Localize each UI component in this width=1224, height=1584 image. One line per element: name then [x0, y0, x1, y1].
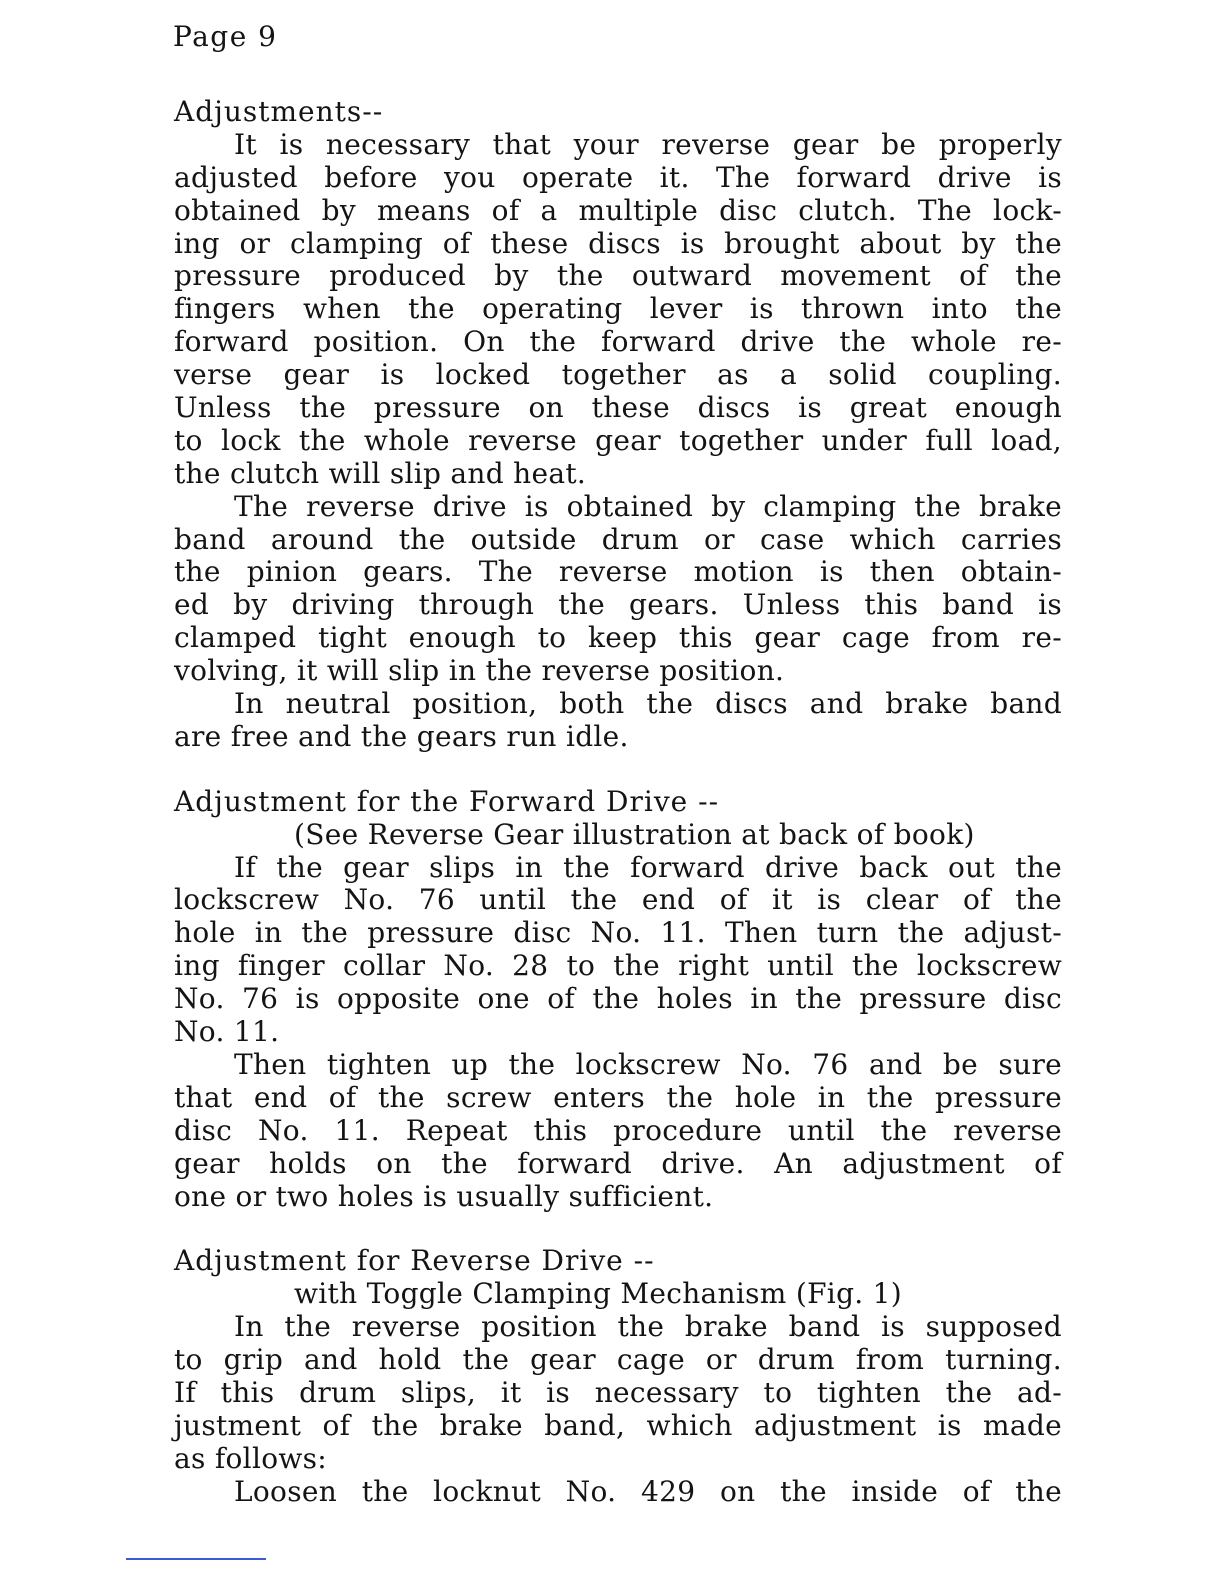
- section-adjustments: [174, 96, 1062, 754]
- text-line: Unless the pressure on these discs is great enough: [174, 391, 1062, 425]
- text-line: clamped tight enough to keep this gear cage from re-: [174, 621, 1062, 655]
- document-body: [174, 96, 1062, 1509]
- section-subheading: with Toggle Clamping Mechanism (Fig. 1): [294, 1277, 903, 1311]
- paragraph: [174, 1049, 1062, 1213]
- text-line: are free and the gears run idle.: [174, 719, 629, 753]
- section-reverse-drive: [174, 1245, 1062, 1508]
- paragraph: [174, 852, 1062, 1049]
- footnote-divider: [126, 1558, 266, 1560]
- text-line: the clutch will slip and heat.: [174, 456, 587, 490]
- section-spacer: [174, 1213, 1062, 1245]
- text-line: the pinion gears. The reverse motion is then obtain-: [174, 555, 1062, 589]
- text-line: hole in the pressure disc No. 11. Then turn the adjust-: [174, 916, 1062, 950]
- text-line: No. 11.: [174, 1015, 280, 1049]
- text-line: obtained by means of a multiple disc clutch. The lock-: [174, 193, 1062, 227]
- text-line: Then tighten up the lockscrew No. 76 and be sure: [234, 1047, 1062, 1081]
- text-line: ing finger collar No. 28 to the right until the lockscrew: [174, 949, 1062, 983]
- text-line: pressure produced by the outward movement of the: [174, 259, 1062, 293]
- text-line: to lock the whole reverse gear together under full load,: [174, 423, 1062, 457]
- paragraph: [174, 1476, 1062, 1509]
- text-line: In the reverse position the brake band is supposed: [234, 1310, 1062, 1344]
- text-line: fingers when the operating lever is thrown into the: [174, 292, 1062, 326]
- text-line: Loosen the locknut No. 429 on the inside of the: [234, 1474, 1062, 1508]
- paragraph: [174, 688, 1062, 754]
- paragraph: [174, 491, 1062, 688]
- paragraph: [174, 129, 1062, 491]
- section-heading: Adjustments--: [174, 95, 384, 128]
- text-line: lockscrew No. 76 until the end of it is clear of the: [174, 883, 1062, 917]
- text-line: The reverse drive is obtained by clamping the brake: [234, 489, 1062, 523]
- text-line: justment of the brake band, which adjustment is made: [174, 1408, 1062, 1442]
- text-line: No. 76 is opposite one of the holes in the pressure disc: [174, 982, 1062, 1016]
- section-forward-drive: [174, 786, 1062, 1214]
- text-line: If this drum slips, it is necessary to tighten the ad-: [174, 1375, 1062, 1409]
- section-heading: Adjustment for Reverse Drive --: [174, 1244, 655, 1278]
- text-line: that end of the screw enters the hole in the pressure: [174, 1080, 1062, 1114]
- text-line: disc No. 11. Repeat this procedure until the reverse: [174, 1113, 1062, 1147]
- page-number: Page 9: [173, 20, 278, 53]
- text-line: one or two holes is usually sufficient.: [174, 1179, 714, 1213]
- paragraph: [174, 1311, 1062, 1475]
- section-heading: Adjustment for the Forward Drive --: [174, 784, 720, 818]
- text-line: In neutral position, both the discs and brake band: [234, 687, 1062, 721]
- text-line: gear holds on the forward drive. An adjustment of: [174, 1146, 1062, 1180]
- text-line: to grip and hold the gear cage or drum from turning.: [174, 1343, 1062, 1377]
- text-line: band around the outside drum or case which carries: [174, 522, 1062, 556]
- text-line: adjusted before you operate it. The forward drive is: [174, 160, 1062, 194]
- text-line: It is necessary that your reverse gear be properly: [234, 127, 1062, 161]
- text-line: ing or clamping of these discs is brought about by the: [174, 226, 1062, 260]
- section-spacer: [174, 754, 1062, 786]
- text-line: volving, it will slip in the reverse position.: [174, 654, 785, 688]
- text-line: verse gear is locked together as a solid coupling.: [174, 358, 1062, 392]
- text-line: If the gear slips in the forward drive back out the: [234, 850, 1062, 884]
- text-line: forward position. On the forward drive the whole re-: [174, 325, 1062, 359]
- text-line: ed by driving through the gears. Unless this band is: [174, 588, 1062, 622]
- section-subheading: (See Reverse Gear illustration at back of book): [294, 817, 975, 851]
- text-line: as follows:: [174, 1441, 328, 1475]
